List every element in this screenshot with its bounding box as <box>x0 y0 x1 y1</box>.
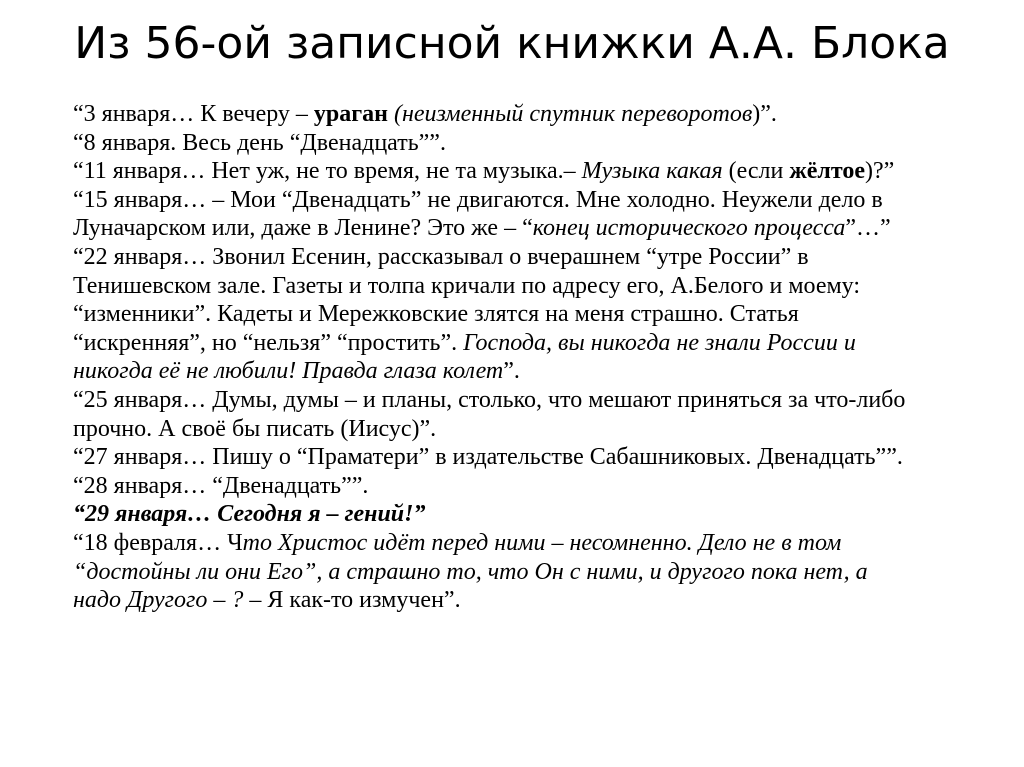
diary-line <box>73 186 973 215</box>
diary-text-segment: “изменники”. Кадеты и Мережковские злятся на меня страшно. Статья <box>73 301 799 328</box>
diary-line <box>73 329 973 358</box>
diary-line <box>73 157 973 186</box>
diary-text-segment: “15 января… – Мои “Двенадцать” не двигаются. Мне холодно. Неужели дело в <box>73 186 883 213</box>
diary-line <box>73 500 973 529</box>
diary-text-segment: )?” <box>865 158 895 185</box>
diary-text-segment: ”. <box>503 358 520 385</box>
diary-text-segment: прочно. А своё бы писать (Иисус)”. <box>73 415 437 442</box>
diary-line <box>73 300 973 329</box>
diary-text-segment: конец исторического процесса <box>532 215 846 242</box>
diary-text-segment: “28 января… “Двенадцать””. <box>73 472 369 499</box>
diary-line <box>73 586 973 615</box>
diary-text-segment: “8 января. Весь день “Двенадцать””. <box>73 129 446 156</box>
diary-line <box>73 558 973 587</box>
diary-line <box>73 386 973 415</box>
diary-text-segment: Тенишевском зале. Газеты и толпа кричали по адресу его, А.Белого и моему: <box>73 272 861 299</box>
diary-line <box>73 443 973 472</box>
diary-text-segment: )”. <box>752 101 777 127</box>
diary-line <box>73 272 973 301</box>
diary-text-segment: Музыка какая <box>581 158 723 185</box>
diary-text-segment: (если <box>722 158 790 185</box>
diary-line <box>73 415 973 444</box>
diary-line <box>73 100 973 129</box>
diary-excerpt-body <box>73 100 973 615</box>
diary-text-segment: никогда её не любили! Правда глаза колет <box>73 358 504 385</box>
diary-text-segment: “27 января… Пишу о “Праматери” в издательстве Сабашниковых. Двенадцать””. <box>73 444 903 471</box>
diary-text-segment: то Христос идёт перед ними – несомненно. Дело не в том <box>242 529 842 556</box>
diary-text-segment: “11 января… Нет уж, не то время, не та музыка.– <box>73 158 582 185</box>
diary-text-segment: Я как-то измучен”. <box>267 587 461 614</box>
diary-line <box>73 357 973 386</box>
diary-text-segment: “достойны ли они Его”, а страшно то, что Он с ними, и другого пока нет, а <box>73 558 868 585</box>
diary-text-segment: “22 января… Звонил Есенин, рассказывал о вчерашнем “утре России” в <box>73 243 809 270</box>
diary-line <box>73 472 973 501</box>
diary-text-segment: жёлтое <box>789 158 866 185</box>
diary-text-segment: “3 января… К вечеру – <box>73 101 314 127</box>
diary-text-segment: ”…” <box>845 215 891 242</box>
diary-text-segment: Луначарском или, даже в Ленине? Это же – “ <box>73 215 533 242</box>
diary-text-segment: (неизменный спутник переворотов <box>393 101 753 127</box>
diary-text-segment: ураган <box>313 101 388 127</box>
diary-text-segment: “18 февраля… Ч <box>73 529 243 556</box>
diary-line <box>73 243 973 272</box>
diary-line <box>73 529 973 558</box>
diary-text-segment: “25 января… Думы, думы – и планы, столько, что мешают приняться за что-либо <box>73 386 906 413</box>
diary-line <box>73 214 973 243</box>
diary-text-segment: “29 января… Сегодня я – гений!” <box>73 501 426 528</box>
diary-text-segment: Господа, вы никогда не знали России и <box>463 329 856 356</box>
diary-text-segment: надо Другого – ? – <box>73 587 268 614</box>
slide-title: Из 56-ой записной книжки А.А. Блока <box>74 18 950 69</box>
diary-line <box>73 129 973 158</box>
diary-text-segment: “искренняя”, но “нельзя” “простить”. <box>73 329 464 356</box>
